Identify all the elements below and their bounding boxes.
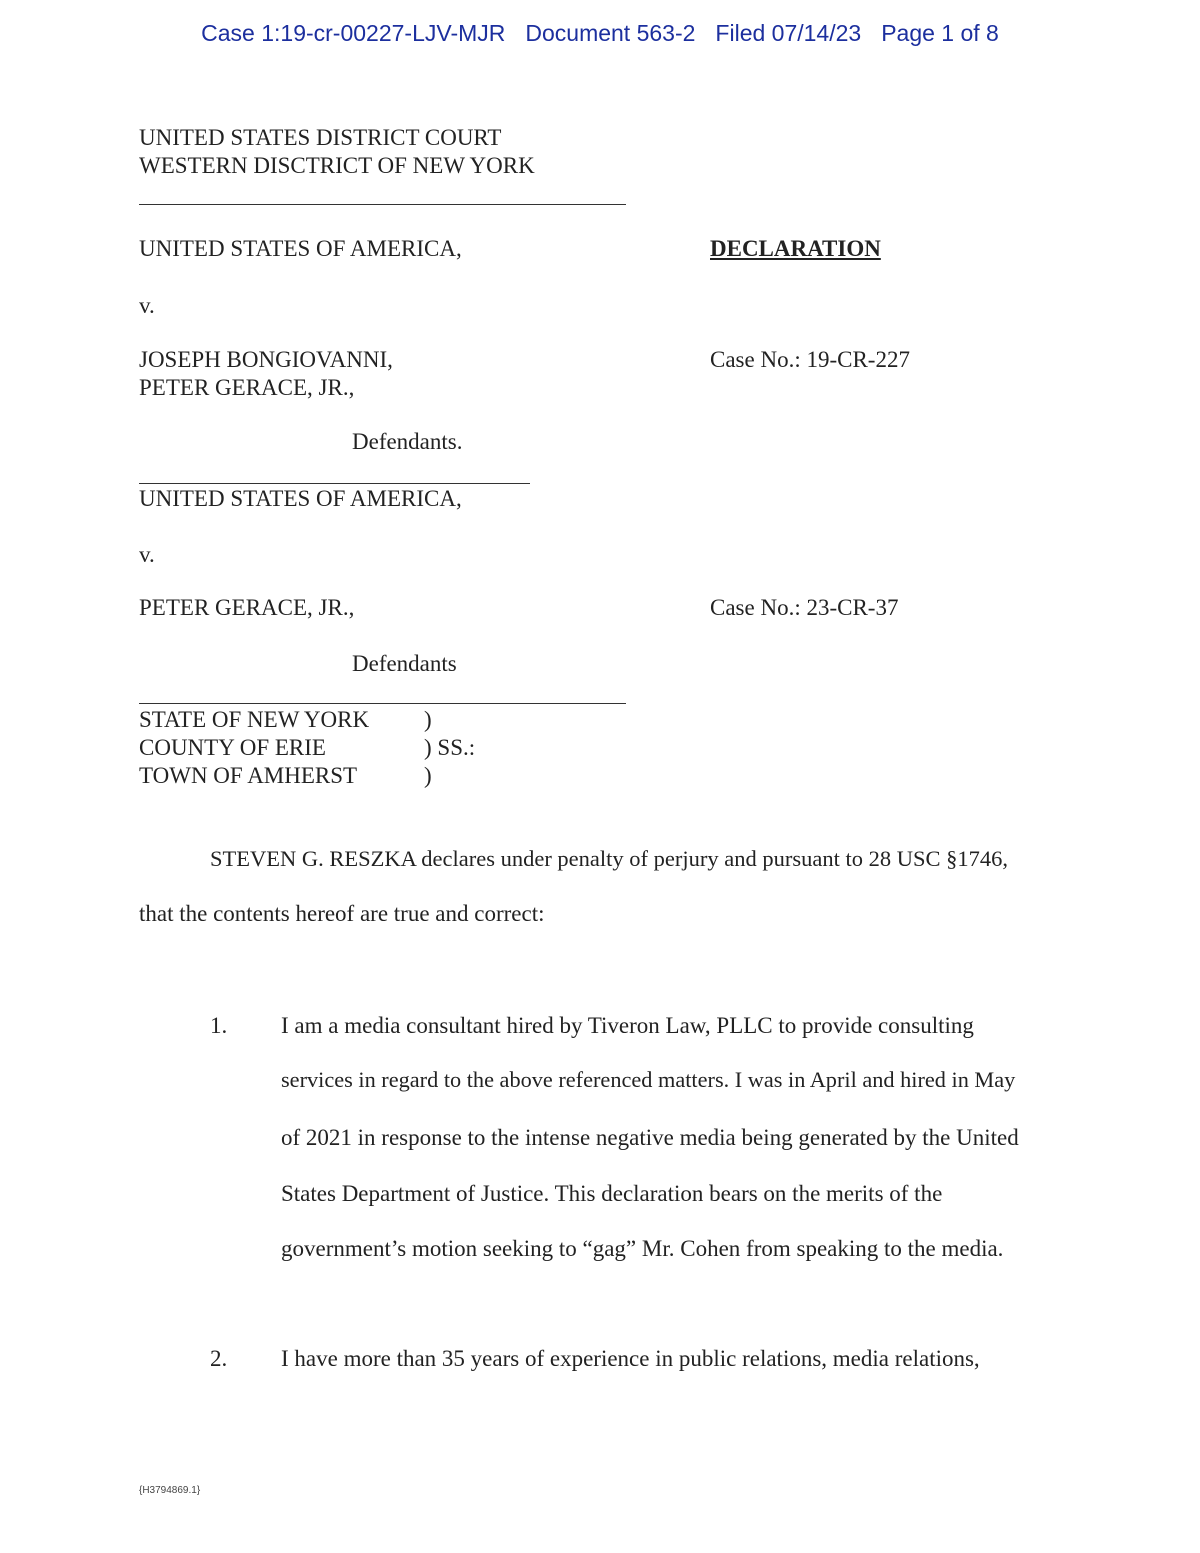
footer-document-code: {H3794869.1} bbox=[139, 1485, 201, 1496]
caption1-case-number: Case No.: 19-CR-227 bbox=[710, 347, 910, 372]
intro-line-2: that the contents hereof are true and correct: bbox=[139, 901, 545, 926]
paragraph-1-line-3: of 2021 in response to the intense negative media being generated by the United bbox=[281, 1125, 1019, 1150]
venue-state: STATE OF NEW YORK bbox=[139, 707, 370, 732]
paragraph-1-number: 1. bbox=[210, 1013, 228, 1038]
court-name-line-1: UNITED STATES DISTRICT COURT bbox=[139, 125, 502, 150]
caption2-defendants-label: Defendants bbox=[352, 651, 457, 676]
caption1-defendant-2: PETER GERACE, JR., bbox=[139, 375, 355, 400]
caption1-defendants-label: Defendants. bbox=[352, 429, 463, 454]
document-title: DECLARATION bbox=[710, 236, 881, 261]
paragraph-1-line-2: services in regard to the above referenced matters. I was in April and hired in May bbox=[281, 1067, 1016, 1092]
caption1-versus: v. bbox=[139, 293, 155, 318]
filing-header bbox=[0, 20, 1200, 47]
caption-rule-middle bbox=[139, 483, 530, 484]
caption2-versus: v. bbox=[139, 542, 155, 567]
venue-paren-ss: ) SS.: bbox=[424, 735, 476, 760]
caption2-case-number: Case No.: 23-CR-37 bbox=[710, 595, 899, 620]
venue-paren-3: ) bbox=[424, 763, 432, 788]
paragraph-1-line-1: I am a media consultant hired by Tiveron Law, PLLC to provide consulting bbox=[281, 1013, 974, 1038]
paragraph-2-number: 2. bbox=[210, 1346, 228, 1371]
header-page-number: Page 1 of 8 bbox=[881, 20, 999, 46]
venue-paren-1: ) bbox=[424, 707, 432, 732]
caption2-plaintiff: UNITED STATES OF AMERICA, bbox=[139, 486, 462, 511]
venue-county: COUNTY OF ERIE bbox=[139, 735, 326, 760]
header-case-number: Case 1:19-cr-00227-LJV-MJR bbox=[201, 20, 506, 46]
caption1-defendant-1: JOSEPH BONGIOVANNI, bbox=[139, 347, 393, 372]
venue-town: TOWN OF AMHERST bbox=[139, 763, 358, 788]
header-document-number: Document 563-2 bbox=[525, 20, 696, 46]
caption-rule-top bbox=[139, 204, 626, 205]
court-name-line-2: WESTERN DISCTRICT OF NEW YORK bbox=[139, 153, 535, 178]
intro-line-1: STEVEN G. RESZKA declares under penalty of perjury and pursuant to 28 USC §1746, bbox=[210, 846, 1008, 871]
caption-rule-bottom bbox=[139, 703, 626, 704]
caption1-plaintiff: UNITED STATES OF AMERICA, bbox=[139, 236, 462, 261]
caption2-defendant-1: PETER GERACE, JR., bbox=[139, 595, 355, 620]
paragraph-1-line-4: States Department of Justice. This declaration bears on the merits of the bbox=[281, 1181, 943, 1206]
paragraph-2-line-1: I have more than 35 years of experience in public relations, media relations, bbox=[281, 1346, 980, 1371]
header-filed-date: Filed 07/14/23 bbox=[715, 20, 862, 46]
paragraph-1-line-5: government’s motion seeking to “gag” Mr. Cohen from speaking to the media. bbox=[281, 1236, 1004, 1261]
